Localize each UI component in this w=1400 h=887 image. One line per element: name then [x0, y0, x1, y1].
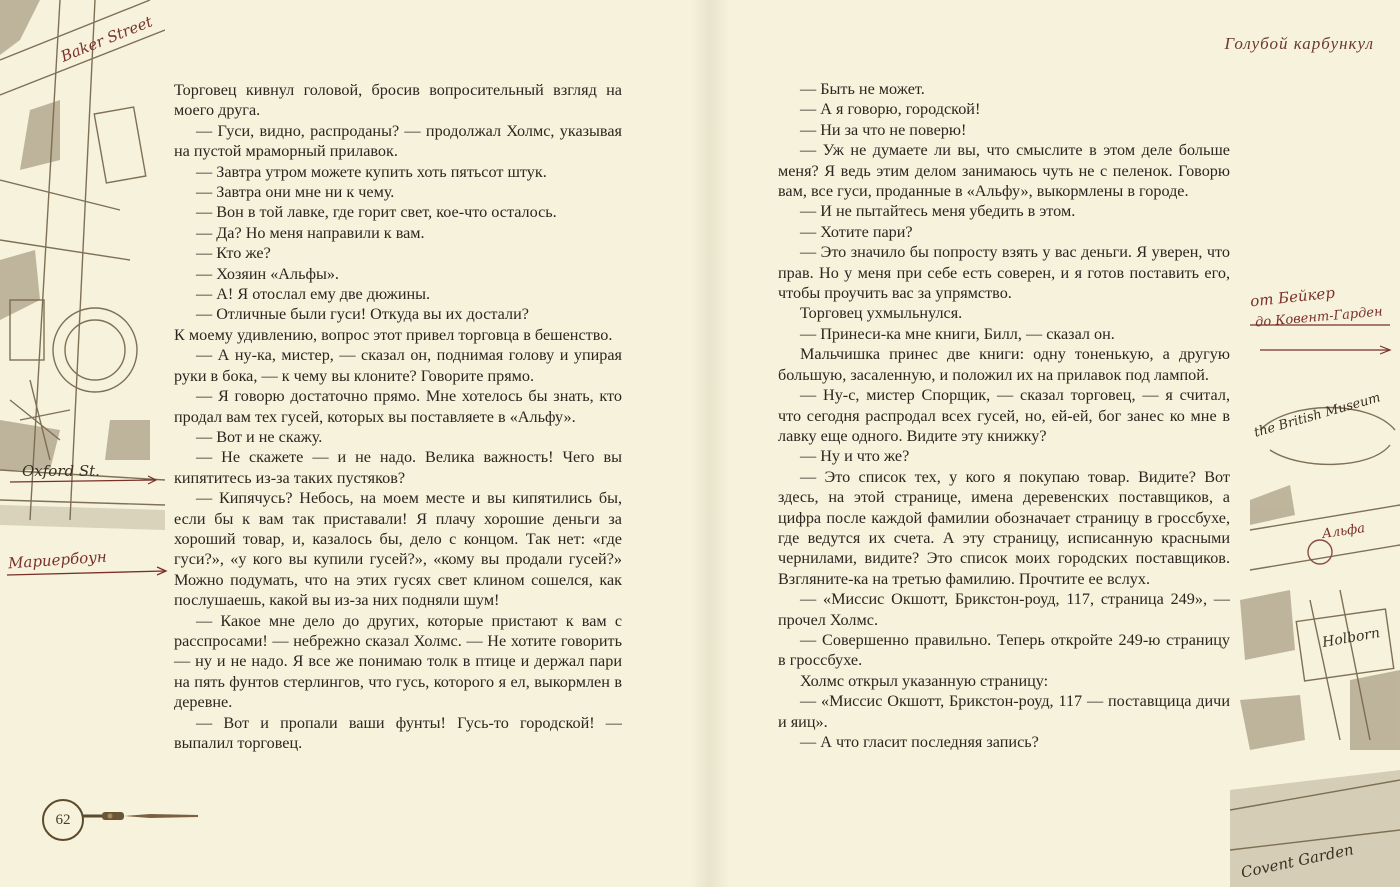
left-paragraph: К моему удивлению, вопрос этот привел торговца в бешенство.: [174, 325, 613, 344]
book-gutter: [690, 0, 730, 887]
right-paragraph: — Это значило бы попросту взять у вас деньги. Я уверен, что прав. Но у меня при себе есть соверен, и я готов поставить его, чтобы проучить вас за упрямство.: [778, 243, 1230, 303]
left-page-text: [174, 80, 622, 753]
right-paragraph: — А я говорю, городской!: [800, 100, 981, 119]
right-paragraph: Мальчишка принес две книги: одну тоненькую, а другую большую, засаленную, и положил их на прилавок под лампой.: [778, 345, 1230, 384]
left-paragraph: — Кто же?: [196, 244, 271, 263]
left-paragraph: — А ну-ка, мистер, — сказал он, поднимая голову и упирая руки в бока, — к чему вы клоните? Говорите прямо.: [174, 346, 622, 385]
right-paragraph: — Ну-с, мистер Спорщик, — сказал торговец, — я считал, что сегодня распродал всех гусей, но, ей-ей, бог занес ко мне в лавку еще одного. Видите эту книжку?: [778, 386, 1230, 445]
right-paragraph: — Быть не может.: [800, 80, 925, 98]
right-paragraph: — Уж не думаете ли вы, что смыслите в этом деле больше меня? Я ведь этим делом занимаюсь чуть не с пеленок. Говорю вам, все гуси, проданные в «Альфу», выкормлены в городе.: [778, 141, 1230, 201]
marylebone-arrow: [5, 565, 170, 585]
map-label-alfa: Альфа: [1321, 521, 1366, 542]
map-label-holborn: Holborn: [1321, 625, 1382, 651]
right-map-illustration: [1230, 270, 1400, 887]
map-label-covent-garden: Covent Garden: [1239, 840, 1356, 882]
left-paragraph: Торговец кивнул головой, бросив вопросительный взгляд на моего друга.: [174, 81, 622, 120]
right-page-text: [778, 79, 1230, 752]
right-paragraph: Холмс открыл указанную страницу:: [800, 671, 1049, 690]
map-label-the-british-museum: the British Museum: [1252, 390, 1383, 441]
magnifying-glass-icon: [80, 805, 200, 827]
left-paragraph: — Завтра утром можете купить хоть пятьсот штук.: [196, 162, 547, 181]
right-paragraph: — «Миссис Окшотт, Брикстон-роуд, 117, страница 249», — прочел Холмс.: [778, 590, 1230, 629]
left-paragraph: — Да? Но меня направили к вам.: [196, 223, 425, 242]
left-paragraph: — Вот и пропали ваши фунты! Гусь-то городской! — выпалил торговец.: [174, 713, 622, 752]
left-paragraph: — Я говорю достаточно прямо. Мне хотелось бы знать, кто продал вам тех гусей, которых вы поставляете в «Альфу».: [174, 387, 622, 426]
map-label-marylebone: Мариербоун: [7, 547, 108, 573]
left-paragraph: — Вот и не скажу.: [196, 427, 323, 446]
right-paragraph: — Принеси-ка мне книги, Билл, — сказал он.: [800, 324, 1115, 343]
left-paragraph: — А! Я отослал ему две дюжины.: [196, 285, 431, 304]
right-paragraph: — Хотите пари?: [800, 222, 913, 241]
right-paragraph: — Ну и что же?: [800, 447, 910, 466]
left-paragraph: — Не скажете — и не надо. Велика важность! Чего вы кипятитесь из-за таких пустяков?: [174, 448, 622, 487]
map-label-from-baker: от Бейкер: [1249, 283, 1336, 311]
right-paragraph: — «Миссис Окшотт, Брикстон-роуд, 117 — поставщица дичи и яиц».: [778, 692, 1230, 731]
running-header-title: Голубой карбункул: [1224, 34, 1374, 53]
right-paragraph: — А что гласит последняя запись?: [800, 733, 1039, 751]
map-label-to-covent-garden: до Ковент-Гарден: [1254, 304, 1384, 331]
right-paragraph: — Совершенно правильно. Теперь откройте 249-ю страницу в гроссбухе.: [778, 630, 1230, 670]
left-paragraph: — Отличные были гуси! Откуда вы их достали?: [196, 305, 529, 324]
page-number: 62: [42, 799, 84, 841]
left-paragraph: — Вон в той лавке, где горит свет, кое-что осталось.: [196, 203, 557, 222]
right-paragraph: — Это список тех, у кого я покупаю товар. Видите? Вот здесь, на этой странице, имена деревенских поставщиков, а цифра после каждой фамилии обозначает страницу в гроссбухе, где ведутся их счета. А эту страницу, исписанную красными чернилами, видите? Это список моих городских поставщиков. Взгляните-ка на третью фамилию. Прочтите ее вслух.: [778, 467, 1230, 588]
map-label-baker-street: Baker Street: [58, 12, 155, 66]
right-paragraph: — Ни за что не поверю!: [800, 120, 967, 139]
right-paragraph: Торговец ухмыльнулся.: [800, 304, 963, 323]
map-label-oxford-st: Oxford St.: [22, 462, 100, 480]
left-paragraph: — Какое мне дело до других, которые пристают к вам с расспросами! — небрежно сказал Холмс. — Не хотите говорить — ну и не надо. Я все же понимаю толк в птице и держал пари на пять фунтов стерлингов, что гусь, которого я ел, выкормлен в деревне.: [174, 611, 622, 712]
left-map-illustration: [0, 0, 165, 600]
left-paragraph: — Гуси, видно, распроданы? — продолжал Холмс, указывая на пустой мраморный прилавок.: [174, 121, 622, 161]
left-paragraph: — Хозяин «Альфы».: [196, 264, 339, 283]
left-paragraph: — Кипячусь? Небось, на моем месте и вы кипятились бы, если бы к вам так приставали! Я плачу хорошие деньги за хороший товар, и, казалось бы, дело с концом. Так нет: «где гуси?», «у кого вы купили гусей?», «кому вы продали гусей?» Можно подумать, что на этих гусях свет клином сошелся, как послушаешь, какой вы из-за них подняли шум!: [174, 489, 622, 610]
right-paragraph: — И не пытайтесь меня убедить в этом.: [800, 202, 1076, 221]
left-paragraph: — Завтра они мне ни к чему.: [196, 183, 395, 202]
